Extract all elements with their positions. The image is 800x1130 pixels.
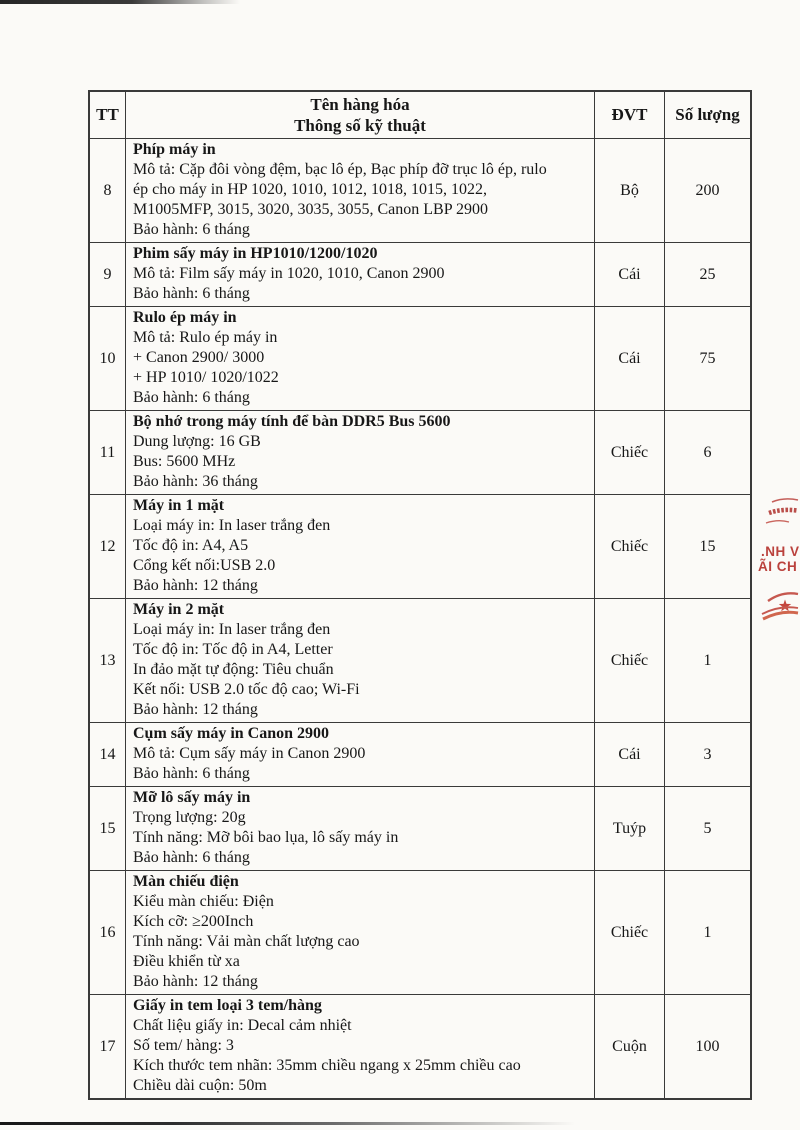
table-row: [90, 138, 750, 242]
spec-line: Tính năng: Mỡ bôi bao lụa, lô sấy máy in: [133, 829, 399, 846]
table-row: [90, 786, 750, 870]
item-unit: Chiếc: [595, 871, 665, 994]
header-quantity: Số lượng: [675, 105, 740, 124]
spec-line: M1005MFP, 3015, 3020, 3035, 3055, Canon LBP 2900: [133, 201, 488, 218]
table-row: [90, 598, 750, 722]
item-specs: [125, 723, 595, 786]
spec-line: Bảo hành: 6 tháng: [133, 285, 250, 302]
item-quantity: 3: [703, 745, 712, 763]
table-row: [90, 306, 750, 410]
item-number: 16: [99, 923, 116, 941]
table-row: [90, 242, 750, 306]
item-quantity: 100: [695, 1037, 720, 1055]
header-name-line1: Tên hàng hóa: [310, 95, 410, 114]
item-number: 8: [103, 181, 112, 199]
spec-line: Bus: 5600 MHz: [133, 453, 236, 470]
spec-line: Kích thước tem nhãn: 35mm chiều ngang x 25mm chiều cao: [133, 1057, 521, 1074]
header-tt: TT: [96, 105, 119, 124]
item-title: Rulo ép máy in: [133, 309, 237, 326]
item-title: Máy in 2 mặt: [133, 601, 225, 618]
item-unit: Bộ: [595, 139, 665, 242]
item-number: 14: [99, 745, 116, 763]
spec-line: Bảo hành: 12 tháng: [133, 701, 258, 718]
item-number: 12: [99, 537, 116, 555]
header-name-line2: Thông số kỹ thuật: [294, 116, 426, 135]
item-specs: [125, 307, 595, 410]
spec-line: Bảo hành: 6 tháng: [133, 765, 250, 782]
item-specs: [125, 599, 595, 722]
item-title: Máy in 1 mặt: [133, 497, 225, 514]
item-title: Mỡ lô sấy máy in: [133, 789, 251, 806]
spec-line: Số tem/ hàng: 3: [133, 1037, 234, 1054]
item-quantity: 1: [703, 651, 712, 669]
item-quantity: 25: [699, 265, 716, 283]
item-quantity: 1: [703, 923, 712, 941]
spec-line: Tốc độ in: A4, A5: [133, 537, 249, 554]
spec-line: Mô tả: Rulo ép máy in: [133, 329, 278, 346]
spec-line: Kết nối: USB 2.0 tốc độ cao; Wi-Fi: [133, 681, 360, 698]
item-title: Bộ nhớ trong máy tính để bàn DDR5 Bus 5600: [133, 413, 451, 430]
spec-line: Tính năng: Vải màn chất lượng cao: [133, 933, 360, 950]
spec-line: Bảo hành: 6 tháng: [133, 849, 250, 866]
spec-line: Bảo hành: 6 tháng: [133, 389, 250, 406]
item-number: 10: [99, 349, 116, 367]
spec-line: In đảo mặt tự động: Tiêu chuẩn: [133, 661, 334, 678]
item-unit: Tuýp: [595, 787, 665, 870]
item-number: 17: [99, 1037, 116, 1055]
header-unit: ĐVT: [595, 92, 665, 138]
item-unit: Cuộn: [595, 995, 665, 1098]
spec-line: + Canon 2900/ 3000: [133, 349, 265, 366]
item-specs: [125, 411, 595, 494]
spec-line: Kích cỡ: ≥200Inch: [133, 913, 254, 930]
spec-line: Mô tả: Cặp đôi vòng đệm, bạc lô ép, Bạc phíp đỡ trục lô ép, rulo: [133, 161, 547, 178]
item-quantity: 75: [699, 349, 716, 367]
item-title: Giấy in tem loại 3 tem/hàng: [133, 997, 322, 1014]
item-title: Màn chiếu điện: [133, 873, 239, 890]
spec-line: Bảo hành: 12 tháng: [133, 973, 258, 990]
item-quantity: 6: [703, 443, 712, 461]
spec-line: Tốc độ in: Tốc độ in A4, Letter: [133, 641, 333, 658]
company-seal-stamp: [736, 496, 800, 636]
table-row: [90, 870, 750, 994]
item-title: Phim sấy máy in HP1010/1200/1020: [133, 245, 378, 262]
spec-line: Bảo hành: 6 tháng: [133, 221, 250, 238]
item-unit: Cái: [595, 307, 665, 410]
item-number: 11: [99, 443, 116, 461]
spec-line: Kiểu màn chiếu: Điện: [133, 893, 274, 910]
item-number: 15: [99, 819, 116, 837]
item-specs: [125, 139, 595, 242]
table-body: [90, 138, 750, 1098]
table-row: [90, 494, 750, 598]
spec-line: Mô tả: Cụm sấy máy in Canon 2900: [133, 745, 366, 762]
item-specs: [125, 871, 595, 994]
item-title: Cụm sấy máy in Canon 2900: [133, 725, 330, 742]
item-title: Phíp máy in: [133, 141, 216, 158]
spec-line: Loại máy in: In laser trắng đen: [133, 517, 331, 534]
item-quantity: 15: [699, 537, 716, 555]
seal-text-fragment-1: .NH V: [761, 544, 800, 559]
item-number: 13: [99, 651, 116, 669]
header-name: [125, 92, 595, 138]
scan-artifact-top: [0, 0, 240, 4]
spec-line: + HP 1010/ 1020/1022: [133, 369, 279, 386]
scan-artifact-bottom: [0, 1122, 575, 1125]
spec-line: Loại máy in: In laser trắng đen: [133, 621, 331, 638]
star-icon: [779, 600, 791, 612]
spec-line: ép cho máy in HP 1020, 1010, 1012, 1018, 1015, 1022,: [133, 181, 488, 198]
spec-line: Trọng lượng: 20g: [133, 809, 246, 826]
item-unit: Cái: [595, 243, 665, 306]
table-row: [90, 410, 750, 494]
item-specs: [125, 243, 595, 306]
spec-line: Bảo hành: 12 tháng: [133, 577, 258, 594]
item-specs: [125, 787, 595, 870]
spec-line: Bảo hành: 36 tháng: [133, 473, 258, 490]
item-number: 9: [103, 265, 112, 283]
item-unit: Chiếc: [595, 599, 665, 722]
spec-line: Chiều dài cuộn: 50m: [133, 1077, 267, 1094]
table-row: [90, 994, 750, 1098]
item-quantity: 200: [695, 181, 720, 199]
table-header-row: [90, 92, 750, 138]
item-unit: Chiếc: [595, 411, 665, 494]
spec-line: Cổng kết nối:USB 2.0: [133, 557, 276, 574]
spec-line: Dung lượng: 16 GB: [133, 433, 261, 450]
item-quantity: 5: [703, 819, 712, 837]
item-unit: Cái: [595, 723, 665, 786]
item-specs: [125, 995, 595, 1098]
table-row: [90, 722, 750, 786]
spec-line: Mô tả: Film sấy máy in 1020, 1010, Canon 2900: [133, 265, 445, 282]
spec-line: Điều khiển từ xa: [133, 953, 240, 970]
spec-line: Chất liệu giấy in: Decal cảm nhiệt: [133, 1017, 352, 1034]
seal-text-fragment-2: ÃI CH: [758, 559, 798, 574]
item-specs: [125, 495, 595, 598]
item-unit: Chiếc: [595, 495, 665, 598]
goods-spec-table: [88, 90, 752, 1100]
